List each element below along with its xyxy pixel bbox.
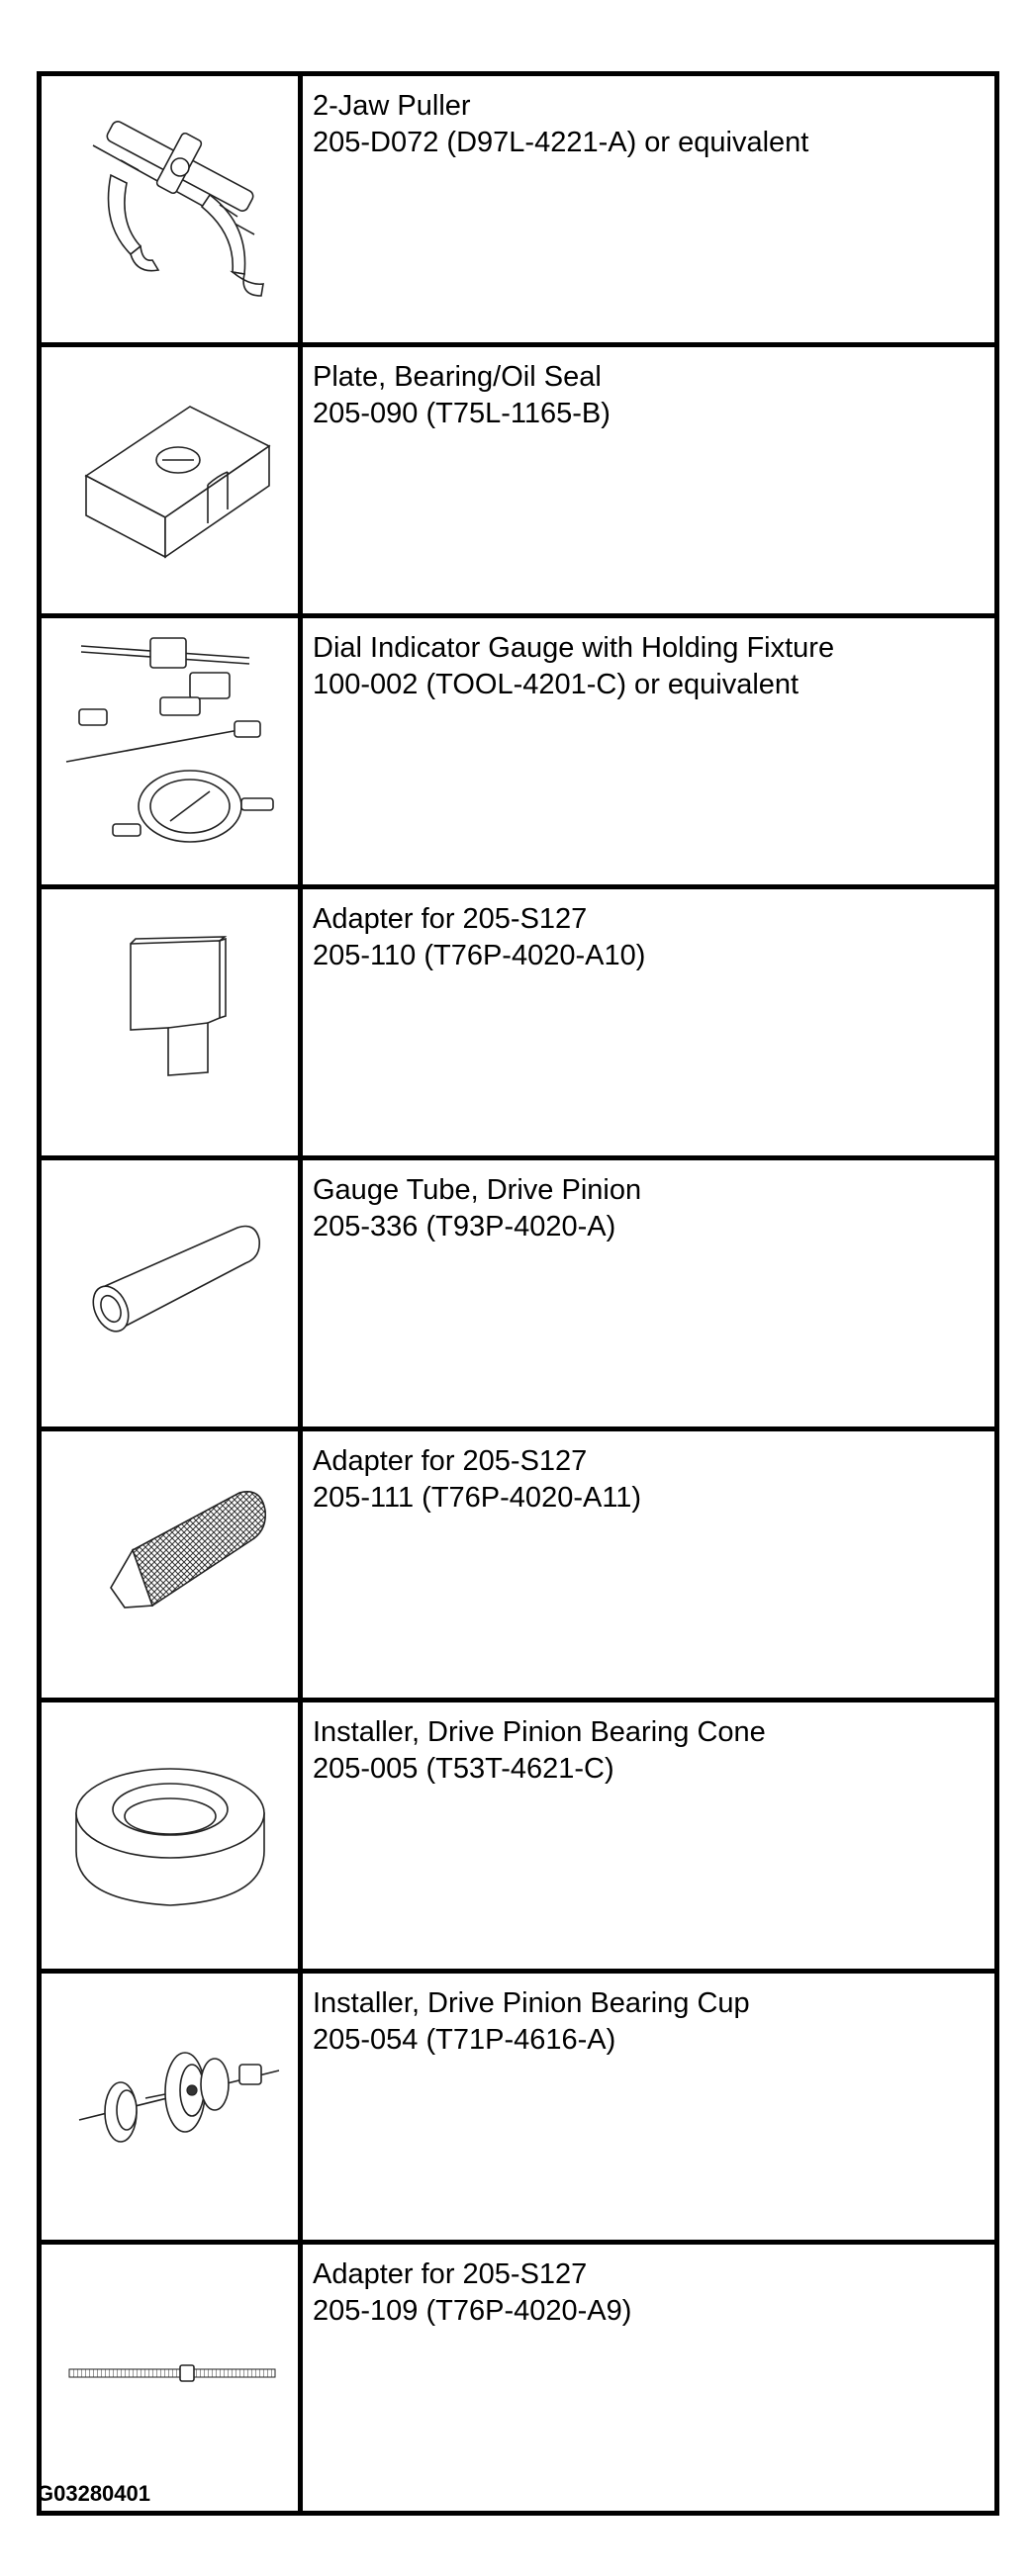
tool-name: Installer, Drive Pinion Bearing Cup xyxy=(313,1987,750,2019)
tool-description-cell xyxy=(301,1158,997,1429)
tool-illustration-cell xyxy=(40,616,301,887)
knurled-adapter-icon xyxy=(42,1431,298,1686)
bearing-cup-installer-icon xyxy=(42,1974,298,2228)
tool-row xyxy=(40,1701,997,1972)
tool-illustration-cell xyxy=(40,1158,301,1429)
tool-number: 205-005 (T53T-4621-C) xyxy=(313,1753,614,1785)
tool-description-cell xyxy=(301,345,997,616)
tool-description-cell xyxy=(301,74,997,345)
tool-illustration-cell xyxy=(40,345,301,616)
tool-name: Installer, Drive Pinion Bearing Cone xyxy=(313,1716,766,1748)
block-adapter-icon xyxy=(42,889,298,1144)
tool-illustration-cell xyxy=(40,1701,301,1972)
tool-row xyxy=(40,1429,997,1701)
tool-description-cell xyxy=(301,1972,997,2243)
tool-row xyxy=(40,616,997,887)
tool-row xyxy=(40,1158,997,1429)
bearing-plate-icon xyxy=(42,347,298,601)
tool-row xyxy=(40,1972,997,2243)
tool-row xyxy=(40,2243,997,2514)
tool-description-cell xyxy=(301,2243,997,2514)
dial-indicator-icon xyxy=(42,618,298,873)
tool-number: 205-D072 (D97L-4221-A) or equivalent xyxy=(313,127,809,158)
tool-name: Dial Indicator Gauge with Holding Fixture xyxy=(313,632,835,664)
special-tools-table xyxy=(37,71,999,2516)
tool-name: Adapter for 205-S127 xyxy=(313,2258,588,2290)
tool-number: 205-111 (T76P-4020-A11) xyxy=(313,1482,642,1514)
tool-description-cell xyxy=(301,1701,997,1972)
tool-name: Adapter for 205-S127 xyxy=(313,903,588,935)
tool-number: 205-090 (T75L-1165-B) xyxy=(313,398,611,429)
two-jaw-puller-icon xyxy=(42,76,298,330)
tool-number: 205-054 (T71P-4616-A) xyxy=(313,2024,616,2056)
bearing-cone-installer-icon xyxy=(42,1702,298,1957)
tool-name: Adapter for 205-S127 xyxy=(313,1445,588,1477)
tool-number: 205-110 (T76P-4020-A10) xyxy=(313,940,646,971)
tool-description-cell xyxy=(301,616,997,887)
tool-description-cell xyxy=(301,1429,997,1701)
tool-name: Gauge Tube, Drive Pinion xyxy=(313,1174,642,1206)
gauge-tube-icon xyxy=(42,1160,298,1415)
tool-illustration-cell xyxy=(40,1429,301,1701)
tool-name: 2-Jaw Puller xyxy=(313,90,471,122)
tool-number: 205-109 (T76P-4020-A9) xyxy=(313,2295,632,2327)
tool-illustration-cell xyxy=(40,1972,301,2243)
tool-row xyxy=(40,887,997,1158)
tool-number: 100-002 (TOOL-4201-C) or equivalent xyxy=(313,669,799,700)
tool-illustration-cell xyxy=(40,887,301,1158)
tool-illustration-cell xyxy=(40,74,301,345)
tool-row xyxy=(40,345,997,616)
tool-description-cell xyxy=(301,887,997,1158)
tool-number: 205-336 (T93P-4020-A) xyxy=(313,1211,616,1242)
tool-illustration-cell xyxy=(40,2243,301,2514)
tool-row xyxy=(40,74,997,345)
threaded-rod-adapter-icon xyxy=(42,2245,298,2499)
figure-code: G03280401 xyxy=(37,2481,150,2506)
tool-name: Plate, Bearing/Oil Seal xyxy=(313,361,602,393)
